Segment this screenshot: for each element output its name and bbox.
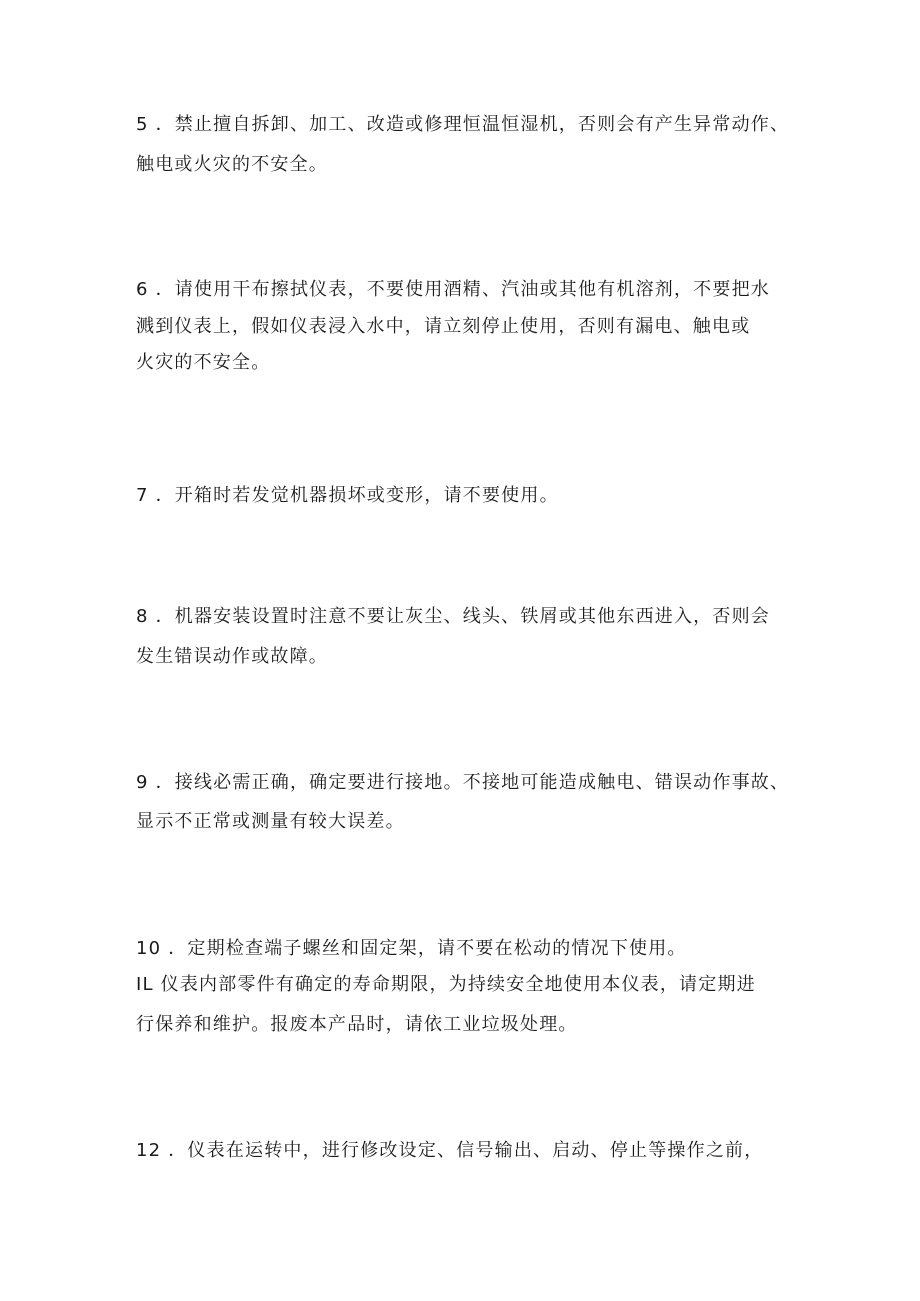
text-line: 火灾的不安全。: [136, 352, 271, 373]
text-line: 显示不正常或测量有较大误差。: [136, 811, 405, 832]
text-line: 触电或火灾的不安全。: [136, 154, 328, 175]
text-line: 12 ．仪表在运转中，进行修改设定、信号输出、启动、停止等操作之前，: [136, 1140, 764, 1161]
text-line: 7 ．开箱时若发觉机器损坏或变形，请不要使用。: [136, 485, 559, 506]
text-line: 发生错误动作或故障。: [136, 646, 328, 667]
text-line: 8 ．机器安装设置时注意不要让灰尘、线头、铁屑或其他东西进入，否则会: [136, 606, 770, 627]
text-line: 溅到仪表上，假如仪表浸入水中，请立刻停止使用，否则有漏电、触电或: [136, 316, 751, 337]
text-line: 9 ．接线必需正确，确定要进行接地。不接地可能造成触电、错误动作事故、: [136, 772, 790, 793]
text-line: 10 ．定期检查端子螺丝和固定架，请不要在松动的情况下使用。: [136, 938, 687, 959]
text-line: 行保养和维护。报废本产品时，请依工业垃圾处理。: [136, 1014, 578, 1035]
text-line: 5 ．禁止擅自拆卸、加工、改造或修理恒温恒湿机，否则会有产生异常动作、: [136, 114, 790, 135]
text-line: IL 仪表内部零件有确定的寿命期限，为持续安全地使用本仪表，请定期进: [136, 974, 756, 995]
text-line: 6 ．请使用干布擦拭仪表，不要使用酒精、汽油或其他有机溶剂，不要把水: [136, 279, 770, 300]
